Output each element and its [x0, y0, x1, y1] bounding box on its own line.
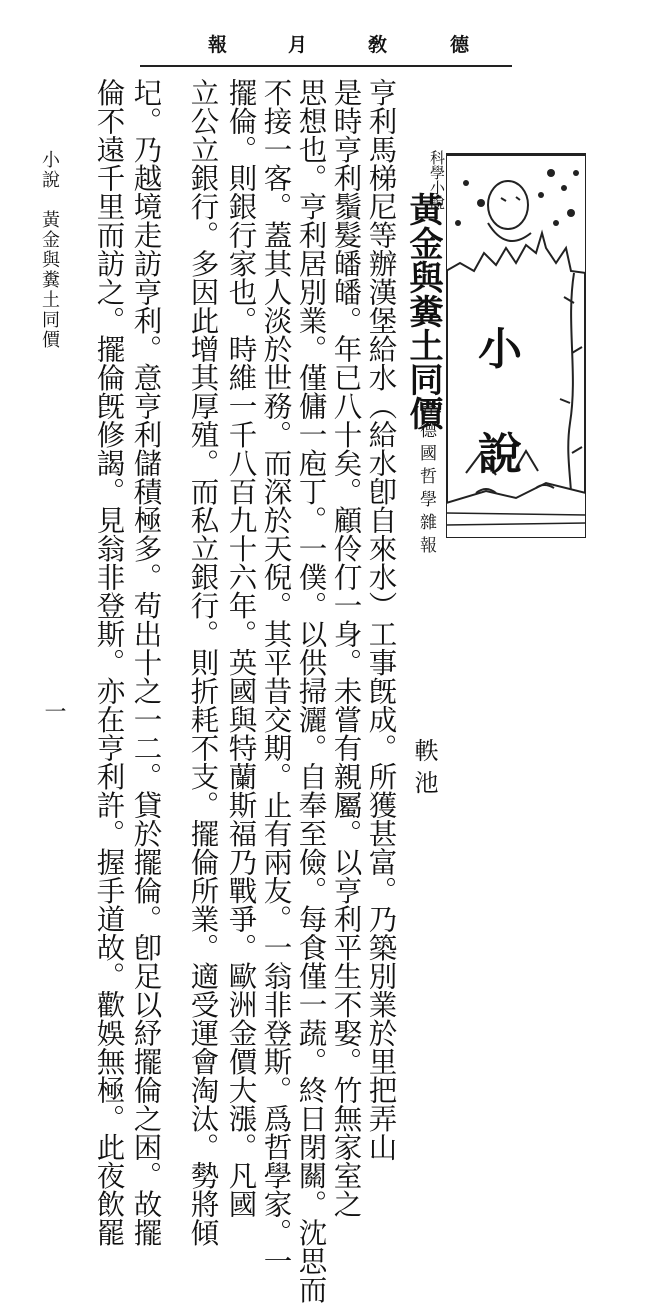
- page-number: 一: [41, 700, 66, 722]
- story-title: 黃金與糞土同價: [403, 192, 443, 430]
- body-column-3: 思想也。亨利居別業。僅傭一庖丁。一僕。以供掃灑。自奉至儉。每食僅一蔬。終日閉關。沈思而: [294, 78, 328, 1304]
- body-column-2: 是時亨利鬚髮皤皤。年已八十矣。顧伶仃一身。未嘗有親屬。以亨利平生不娶。竹無家室之: [329, 78, 363, 1218]
- header-char-de: 德: [450, 34, 470, 56]
- story-byline: 譯德國哲學雜報: [416, 398, 436, 559]
- header-char-yue: 月: [288, 34, 308, 56]
- body-column-6: 立公立銀行。多因此增其厚殖。而私立銀行。則折耗不支。擺倫所業。適受運會淘汰。勢將傾: [186, 78, 220, 1247]
- section-title-top: 小: [478, 324, 522, 375]
- header-char-bao: 報: [208, 34, 228, 56]
- side-running-title: 小說 黃金與糞土同價: [39, 150, 60, 350]
- body-column-4: 不接一客。蓋其人淡於世務。而深於天倪。其平昔交期。止有兩友。一翁非登斯。爲哲學家。一: [259, 78, 293, 1275]
- body-column-8: 倫不遠千里而訪之。擺倫旣修謁。見翁非登斯。亦在亨利許。握手道故。歡娛無極。此夜飲罷: [92, 78, 126, 1247]
- body-column-7: 圮。乃越境走訪亨利。意亨利儲積極多。苟出十之一二。貸於擺倫。卽足以紓擺倫之困。故擺: [129, 78, 163, 1247]
- body-column-1: 亨利馬梯尼等辦漢堡給水（給水卽自來水）工事旣成。所獲甚富。乃築別業於里把弄山: [364, 78, 398, 1161]
- genre-label: 科學小說: [428, 150, 446, 210]
- section-title-bottom: 說: [478, 429, 522, 480]
- header-char-jiao: 敎: [368, 34, 388, 56]
- section-illustration: [446, 153, 586, 538]
- header-rule: [140, 65, 512, 67]
- translator-name: 軼池: [410, 738, 438, 802]
- body-column-5: 擺倫。則銀行家也。時維一千八百九十六年。英國與特蘭斯福乃戰爭。歐洲金價大漲。凡國: [224, 78, 258, 1218]
